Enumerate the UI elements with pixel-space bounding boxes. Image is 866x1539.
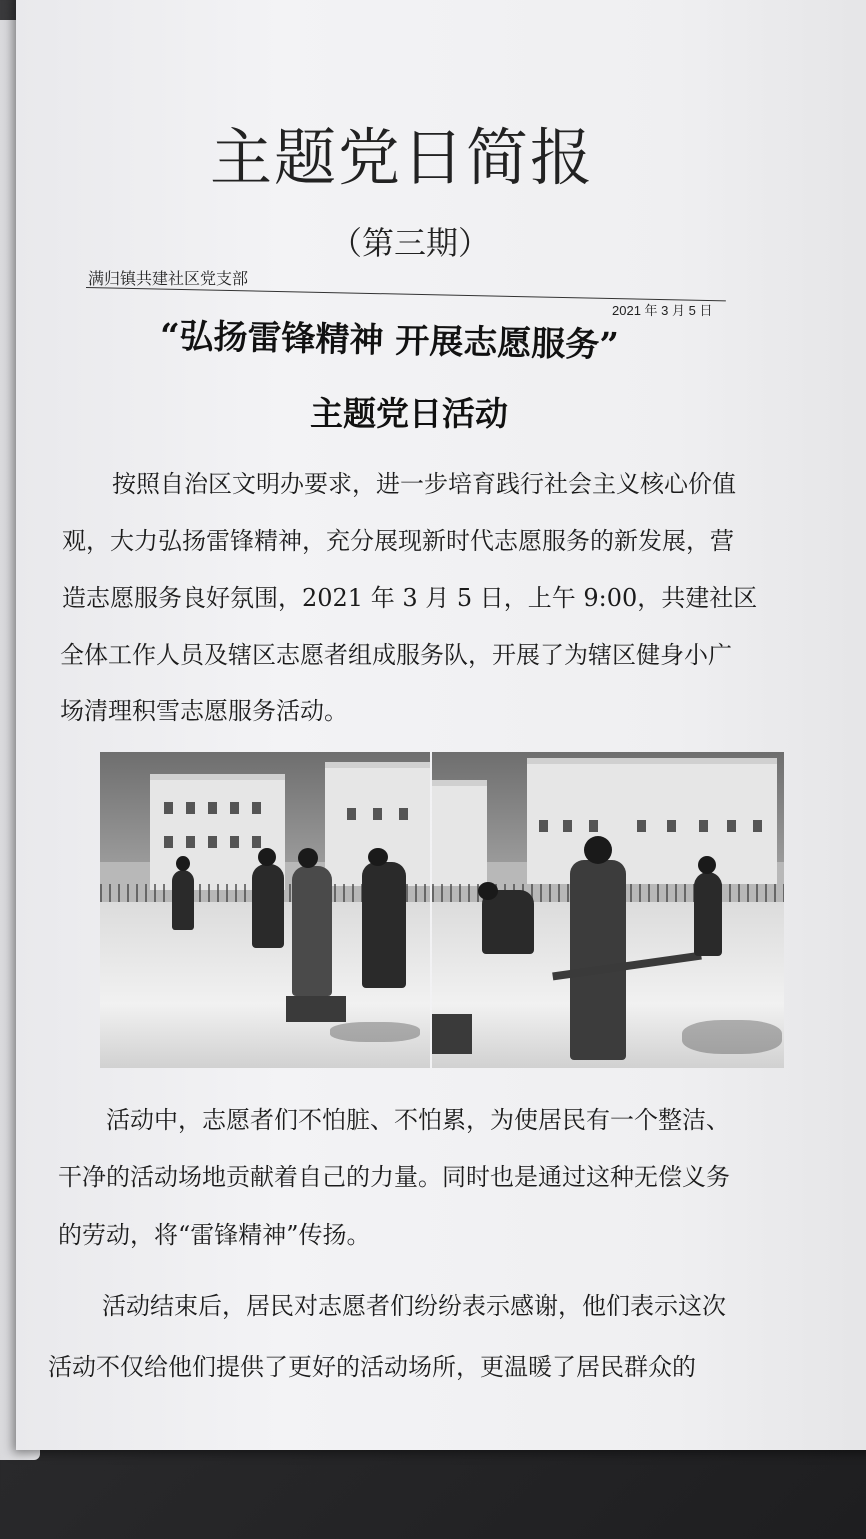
- issue-date: 2021 年 3 月 5 日: [612, 303, 713, 318]
- paragraph-2-line: 的劳动，将“雷锋精神”传扬。: [58, 1221, 371, 1249]
- volunteer-photo-right: [432, 752, 784, 1068]
- article-headline: “弘扬雷锋精神 开展志愿服务”: [159, 316, 620, 366]
- issue-number: （第三期）: [330, 224, 491, 262]
- bulletin-title: 主题党日简报: [210, 121, 595, 194]
- paragraph-3-line: 活动不仅给他们提供了更好的活动场所，更温暖了居民群众的: [48, 1353, 696, 1381]
- volunteer-photo-left: [100, 752, 430, 1068]
- paragraph-2-line: 活动中，志愿者们不怕脏、不怕累，为使居民有一个整洁、: [106, 1106, 730, 1134]
- organization-name: 满归镇共建社区党支部: [88, 269, 249, 288]
- paragraph-1-line: 观，大力弘扬雷锋精神，充分展现新时代志愿服务的新发展，营: [62, 527, 734, 555]
- paragraph-1-line: 按照自治区文明办要求，进一步培育践行社会主义核心价值: [112, 470, 736, 498]
- paragraph-3-line: 活动结束后，居民对志愿者们纷纷表示感谢，他们表示这次: [102, 1292, 726, 1320]
- article-subheadline: 主题党日活动: [310, 394, 508, 433]
- paragraph-1-line: 造志愿服务良好氛围，2021 年 3 月 5 日，上午 9:00，共建社区: [62, 584, 758, 612]
- paragraph-1-line: 全体工作人员及辖区志愿者组成服务队，开展了为辖区健身小广: [60, 641, 732, 669]
- paragraph-1-line: 场清理积雪志愿服务活动。: [60, 697, 348, 725]
- paragraph-2-line: 干净的活动场地贡献着自己的力量。同时也是通过这种无偿义务: [58, 1163, 730, 1191]
